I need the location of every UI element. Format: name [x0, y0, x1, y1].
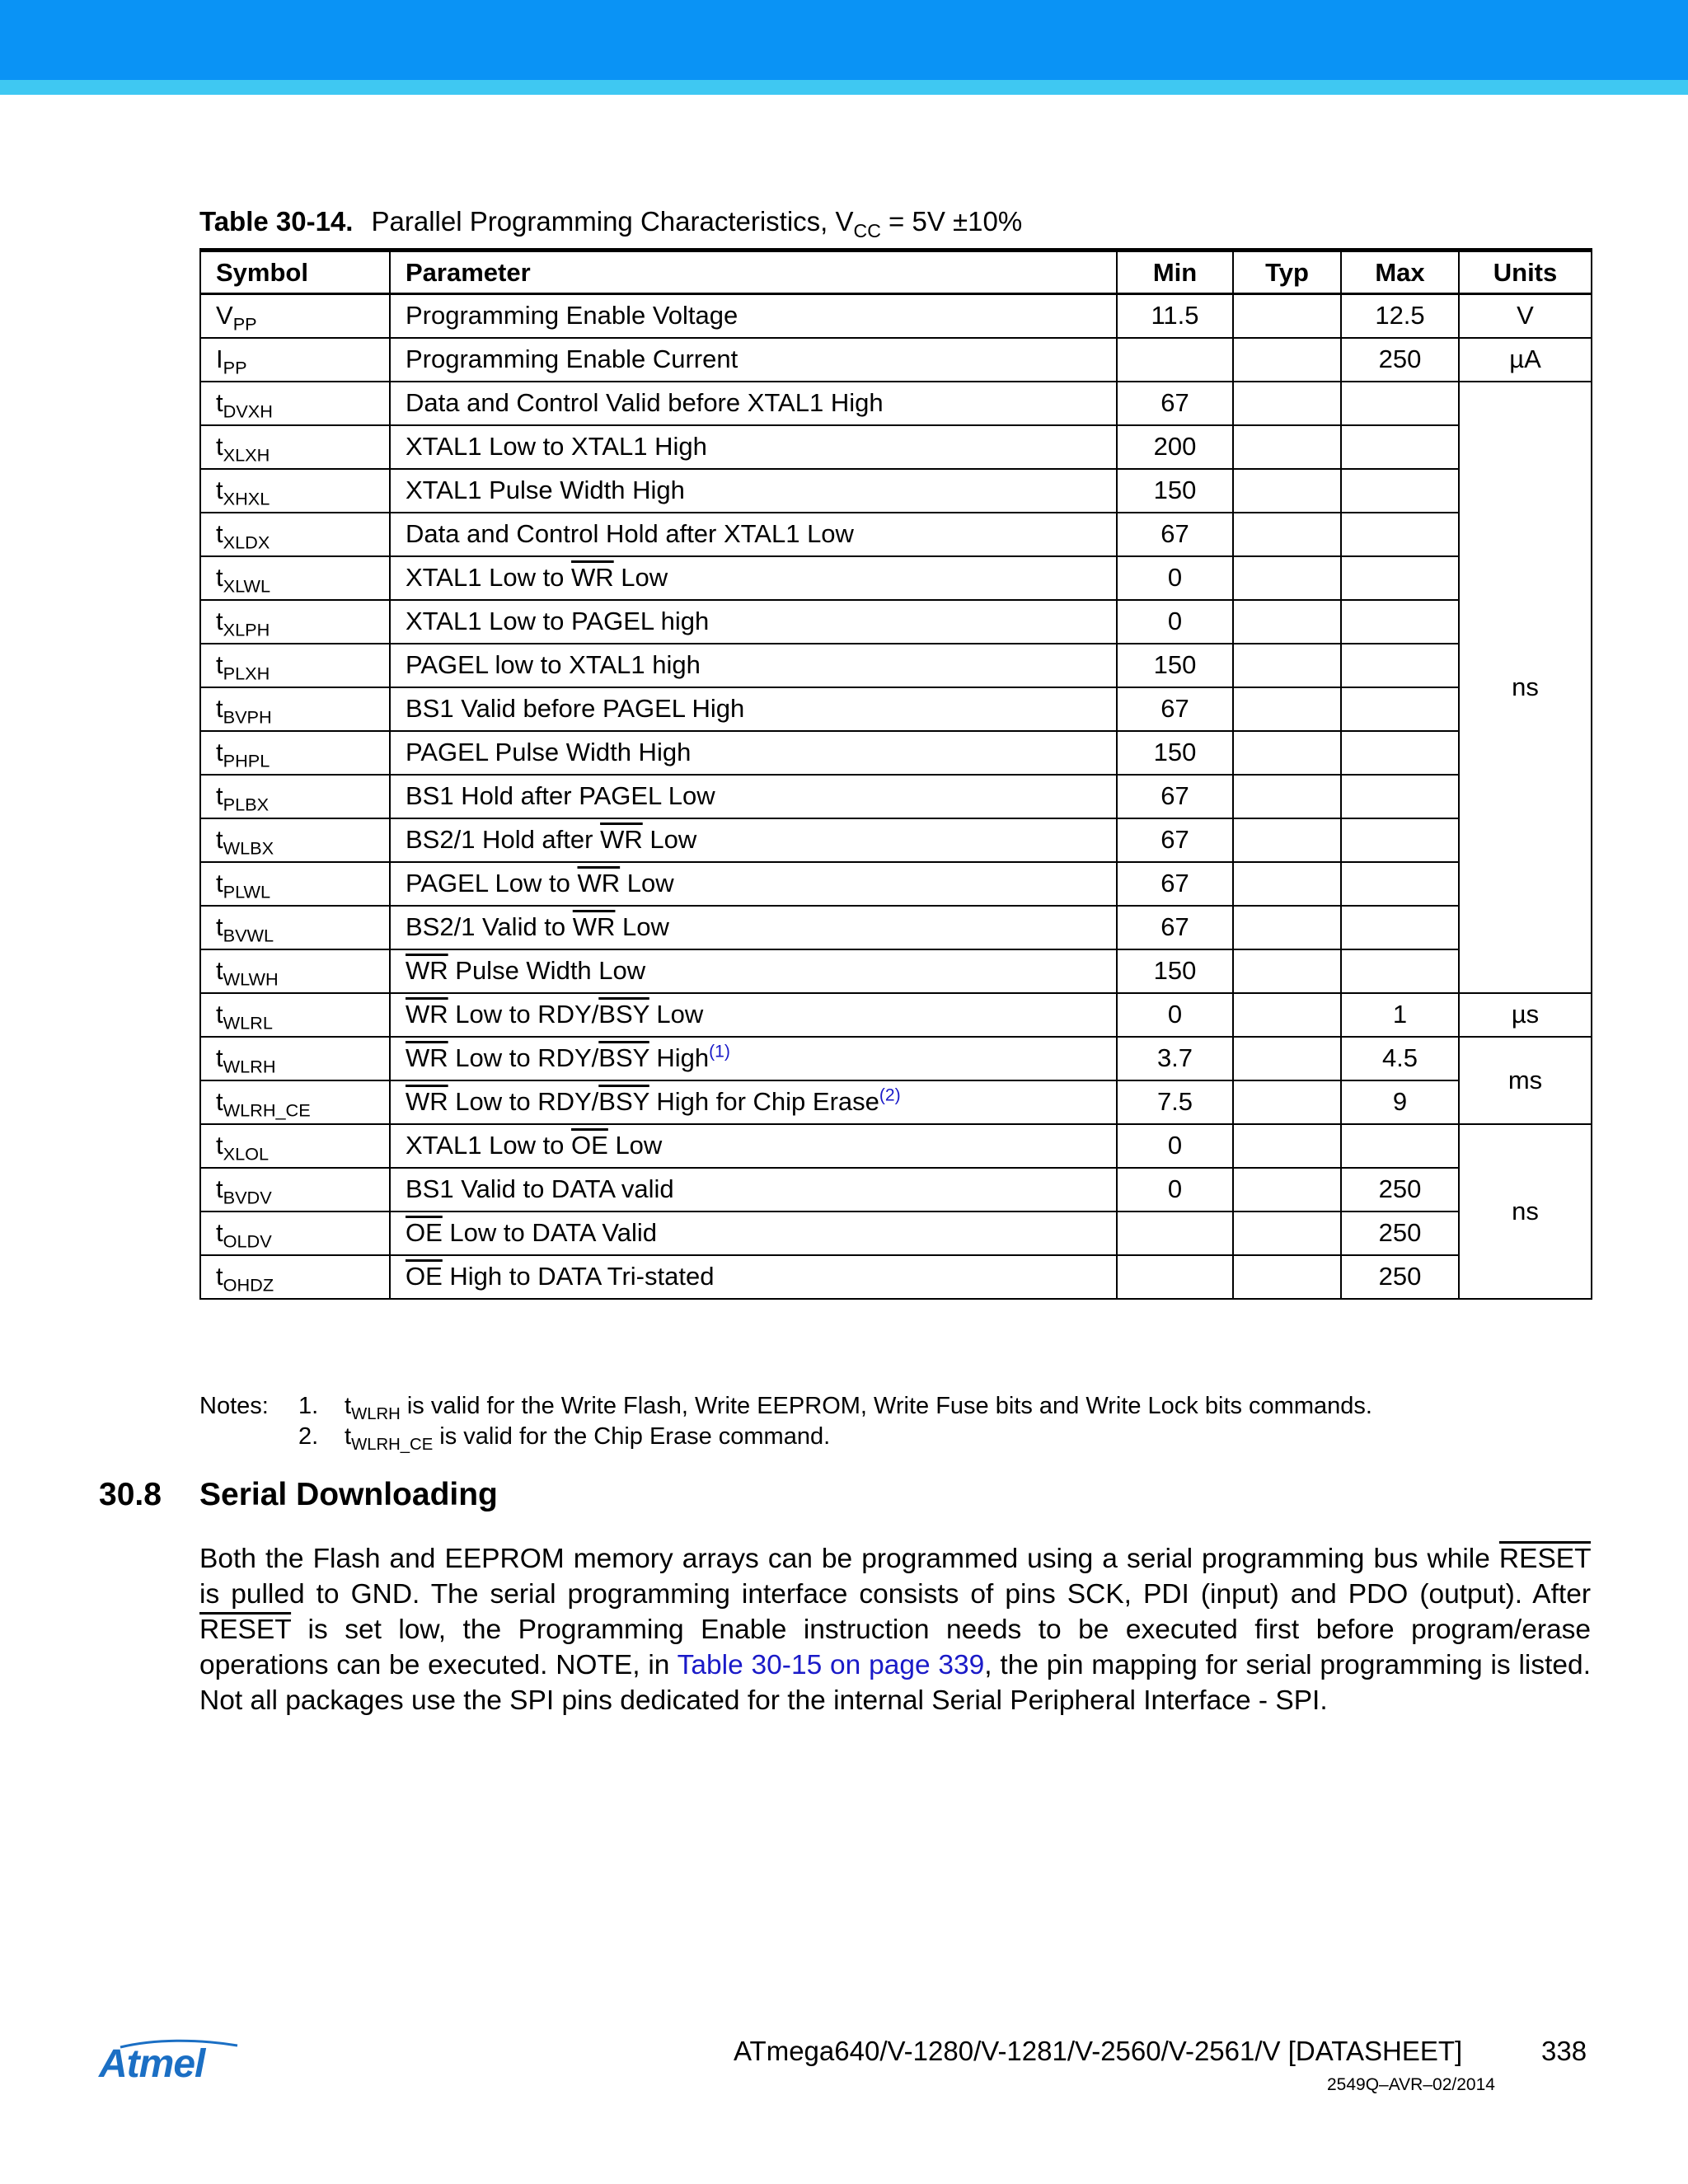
atmel-logo-text: Atmel — [99, 2042, 205, 2086]
cell-units: ns — [1459, 1124, 1592, 1299]
cell-min: 67 — [1117, 818, 1233, 862]
cell-typ — [1233, 425, 1341, 469]
symbol-base: t — [216, 388, 223, 417]
note-1 — [298, 1391, 1372, 1422]
note-2-symbol: t — [345, 1423, 352, 1450]
table-caption-sub: CC — [853, 220, 881, 242]
table-row — [200, 862, 1592, 906]
cell-typ — [1233, 644, 1341, 687]
table-row — [200, 338, 1592, 382]
parameter-text: XTAL1 Low to XTAL1 High — [406, 432, 707, 461]
symbol-base: t — [216, 1262, 223, 1291]
cell-typ — [1233, 687, 1341, 731]
symbol-subscript: XLDX — [223, 532, 270, 553]
cell-units: ns — [1459, 382, 1592, 993]
cell-max — [1341, 513, 1459, 556]
symbol-subscript: WLBX — [223, 837, 274, 859]
cell-parameter — [390, 644, 1117, 687]
overlined-signal: $\overline{WR}$ — [406, 1000, 448, 1029]
cell-typ — [1233, 949, 1341, 993]
cell-parameter — [390, 775, 1117, 818]
symbol-base: t — [216, 650, 223, 679]
header-bar — [0, 0, 1688, 80]
cell-max — [1341, 687, 1459, 731]
symbol-subscript: WLRL — [223, 1012, 273, 1033]
cell-min: 150 — [1117, 731, 1233, 775]
symbol-base: t — [216, 738, 223, 766]
symbol-subscript: WLRH_CE — [223, 1099, 311, 1121]
cell-units: ms — [1459, 1037, 1592, 1124]
symbol-base: t — [216, 1087, 223, 1116]
cell-max: 250 — [1341, 338, 1459, 382]
parameter-text-tail: Low — [620, 869, 674, 898]
section-heading — [99, 1477, 498, 1513]
parameter-text: BS2/1 Hold after — [406, 825, 601, 854]
overlined-signal: $\overline{BSY}$ — [598, 1043, 649, 1072]
parameter-text: High to DATA Tri-stated — [442, 1262, 715, 1291]
overlined-signal: $\overline{WR}$ — [572, 912, 616, 941]
cell-max — [1341, 425, 1459, 469]
cell-typ — [1233, 1037, 1341, 1080]
parameter-text-tail: Low — [642, 825, 697, 854]
table-row — [200, 644, 1592, 687]
symbol-base: t — [216, 563, 223, 592]
symbol-base: t — [216, 432, 223, 461]
parameter-text: Data and Control Valid before XTAL1 High — [406, 388, 884, 417]
cell-max: 9 — [1341, 1080, 1459, 1124]
cell-symbol — [200, 382, 390, 425]
atmel-logo — [97, 2039, 246, 2090]
cell-typ — [1233, 294, 1341, 338]
cell-symbol — [200, 1080, 390, 1124]
cell-max: 1 — [1341, 993, 1459, 1037]
symbol-base: t — [216, 476, 223, 504]
cell-min: 67 — [1117, 382, 1233, 425]
symbol-subscript: BVDV — [223, 1187, 272, 1208]
symbol-subscript: PLXH — [223, 663, 270, 684]
col-header-units: Units — [1459, 251, 1592, 294]
cell-max: 250 — [1341, 1168, 1459, 1212]
cell-max: 4.5 — [1341, 1037, 1459, 1080]
cell-parameter — [390, 731, 1117, 775]
overlined-signal: $\overline{OE}$ — [406, 1262, 443, 1291]
symbol-subscript: PHPL — [223, 750, 270, 771]
cell-symbol — [200, 644, 390, 687]
cell-max — [1341, 600, 1459, 644]
cell-min — [1117, 1255, 1233, 1299]
overlined-signal: $\overline{WR}$ — [600, 825, 643, 854]
cell-typ — [1233, 1255, 1341, 1299]
cell-symbol — [200, 1124, 390, 1168]
cell-parameter — [390, 906, 1117, 949]
parameter-text: PAGEL low to XTAL1 high — [406, 650, 701, 679]
cell-parameter — [390, 338, 1117, 382]
cell-typ — [1233, 338, 1341, 382]
symbol-subscript: XHXL — [223, 488, 270, 509]
symbol-subscript: PLWL — [223, 881, 271, 902]
table-row — [200, 1124, 1592, 1168]
cell-symbol — [200, 818, 390, 862]
symbol-base: t — [216, 1043, 223, 1072]
section-number: 30.8 — [99, 1477, 162, 1512]
cell-typ — [1233, 513, 1341, 556]
cell-parameter — [390, 1037, 1117, 1080]
cell-typ — [1233, 862, 1341, 906]
cell-typ — [1233, 1080, 1341, 1124]
cell-min — [1117, 1212, 1233, 1255]
cell-max — [1341, 382, 1459, 425]
cell-parameter — [390, 294, 1117, 338]
table-caption — [199, 206, 1023, 242]
parameter-text: BS1 Valid before PAGEL High — [406, 694, 745, 723]
cell-max — [1341, 775, 1459, 818]
table-row — [200, 382, 1592, 425]
cell-parameter — [390, 469, 1117, 513]
cell-min: 0 — [1117, 556, 1233, 600]
cell-symbol — [200, 1212, 390, 1255]
parameter-text: XTAL1 Low to — [406, 1131, 572, 1160]
cell-min — [1117, 338, 1233, 382]
table-row — [200, 731, 1592, 775]
cell-typ — [1233, 469, 1341, 513]
col-header-symbol: Symbol — [200, 251, 390, 294]
symbol-base: t — [216, 869, 223, 898]
cell-parameter — [390, 382, 1117, 425]
col-header-parameter: Parameter — [390, 251, 1117, 294]
cell-symbol — [200, 1168, 390, 1212]
symbol-subscript: WLRH — [223, 1056, 276, 1077]
symbol-base: I — [216, 344, 223, 373]
parameter-text: BS2/1 Valid to — [406, 912, 573, 941]
table-row — [200, 1255, 1592, 1299]
table-row — [200, 818, 1592, 862]
note-1-symbol: t — [345, 1393, 352, 1419]
cell-typ — [1233, 818, 1341, 862]
symbol-base: t — [216, 781, 223, 810]
col-header-max: Max — [1341, 251, 1459, 294]
table-row — [200, 600, 1592, 644]
cell-min: 7.5 — [1117, 1080, 1233, 1124]
symbol-subscript: XLXH — [223, 444, 270, 466]
cell-min: 200 — [1117, 425, 1233, 469]
para-text-3: is set low, the Programming Enable instruction needs to be executed first before program/erase operations can be executed. NOTE, in — [199, 1615, 1591, 1680]
note-2-symbol-sub: WLRH_CE — [351, 1436, 434, 1455]
cell-parameter — [390, 862, 1117, 906]
reset-signal-2: RESET — [199, 1615, 292, 1645]
parameter-text-tail: Low — [615, 912, 669, 941]
symbol-subscript: PP — [232, 313, 257, 335]
symbol-base: t — [216, 607, 223, 635]
cell-symbol — [200, 425, 390, 469]
cell-typ — [1233, 1212, 1341, 1255]
parameter-text-tail: High for Chip Erase — [649, 1087, 879, 1116]
cell-units: µA — [1459, 338, 1592, 382]
cell-symbol — [200, 775, 390, 818]
cell-parameter — [390, 1168, 1117, 1212]
cell-symbol — [200, 1037, 390, 1080]
cell-min: 150 — [1117, 469, 1233, 513]
cell-max: 12.5 — [1341, 294, 1459, 338]
overlined-signal: $\overline{BSY}$ — [598, 1087, 649, 1116]
overlined-signal: $\overline{WR}$ — [406, 1087, 448, 1116]
parallel-programming-table — [199, 248, 1592, 1300]
parameter-text: BS1 Valid to DATA valid — [406, 1174, 674, 1203]
cell-symbol — [200, 687, 390, 731]
overlined-signal: $\overline{WR}$ — [577, 869, 621, 898]
cell-parameter — [390, 818, 1117, 862]
symbol-base: t — [216, 912, 223, 941]
cell-max — [1341, 906, 1459, 949]
cell-parameter — [390, 687, 1117, 731]
cell-min: 0 — [1117, 600, 1233, 644]
reset-signal-1: RESET — [1498, 1544, 1591, 1574]
section-paragraph — [199, 1541, 1591, 1718]
table-row — [200, 1212, 1592, 1255]
symbol-subscript: XLPH — [223, 619, 270, 640]
section-title: Serial Downloading — [199, 1477, 498, 1512]
footnote-ref: (1) — [709, 1042, 730, 1062]
overlined-signal: $\overline{WR}$ — [406, 1043, 448, 1072]
cell-typ — [1233, 775, 1341, 818]
cell-symbol — [200, 513, 390, 556]
cell-typ — [1233, 906, 1341, 949]
cell-symbol — [200, 993, 390, 1037]
table-row — [200, 556, 1592, 600]
parameter-text: Low to DATA Valid — [442, 1218, 657, 1247]
table-header-row — [200, 251, 1592, 294]
cell-symbol — [200, 294, 390, 338]
footer-title: ATmega640/V-1280/V-1281/V-2560/V-2561/V [DATASHEET] — [734, 2036, 1463, 2066]
cell-max — [1341, 1124, 1459, 1168]
cell-min: 67 — [1117, 862, 1233, 906]
cell-parameter — [390, 556, 1117, 600]
parameter-text-tail: High — [649, 1043, 710, 1072]
symbol-subscript: OHDZ — [223, 1274, 274, 1296]
cell-max — [1341, 469, 1459, 513]
cell-symbol — [200, 338, 390, 382]
overlined-signal: $\overline{OE}$ — [571, 1131, 608, 1160]
overlined-signal: $\overline{OE}$ — [406, 1218, 443, 1247]
cell-max — [1341, 949, 1459, 993]
table-row — [200, 294, 1592, 338]
parameter-text: Programming Enable Current — [406, 344, 738, 373]
symbol-base: t — [216, 1131, 223, 1160]
cell-parameter — [390, 513, 1117, 556]
parameter-text: BS1 Hold after PAGEL Low — [406, 781, 715, 810]
symbol-subscript: WLWH — [223, 968, 279, 990]
symbol-base: t — [216, 1218, 223, 1247]
symbol-subscript: XLWL — [223, 575, 271, 597]
table-row — [200, 949, 1592, 993]
cell-parameter — [390, 425, 1117, 469]
table-caption-text: Parallel Programming Characteristics, V — [371, 206, 854, 237]
cell-symbol — [200, 906, 390, 949]
table-row — [200, 1080, 1592, 1124]
cell-min: 11.5 — [1117, 294, 1233, 338]
parameter-text: PAGEL Low to — [406, 869, 578, 898]
cell-max: 250 — [1341, 1255, 1459, 1299]
symbol-base: t — [216, 1174, 223, 1203]
symbol-subscript: PP — [223, 357, 247, 378]
parameter-text: PAGEL Pulse Width High — [406, 738, 692, 766]
note-2-number: 2. — [298, 1423, 319, 1450]
cell-parameter — [390, 1255, 1117, 1299]
parameter-text: Low to RDY/ — [448, 1000, 599, 1029]
table-row — [200, 993, 1592, 1037]
cell-typ — [1233, 600, 1341, 644]
symbol-base: t — [216, 956, 223, 985]
footnote-ref: (2) — [879, 1085, 901, 1105]
cell-symbol — [200, 469, 390, 513]
table-row — [200, 906, 1592, 949]
para-text-4: , the pin mapping for serial programming is listed. Not all packages use the SPI pins dedicated for the internal Serial Peripheral Interface - SPI. — [199, 1650, 1591, 1716]
cell-parameter — [390, 1212, 1117, 1255]
parameter-text: XTAL1 Pulse Width High — [406, 476, 685, 504]
symbol-base: V — [216, 301, 233, 330]
cell-min: 150 — [1117, 949, 1233, 993]
note-2 — [298, 1422, 831, 1455]
cell-symbol — [200, 600, 390, 644]
cell-symbol — [200, 731, 390, 775]
parameter-text: XTAL1 Low to PAGEL high — [406, 607, 710, 635]
document-code: 2549Q–AVR–02/2014 — [1327, 2075, 1495, 2094]
cell-max — [1341, 644, 1459, 687]
cell-min: 67 — [1117, 513, 1233, 556]
symbol-base: t — [216, 519, 223, 548]
overlined-signal: $\overline{BSY}$ — [598, 1000, 649, 1029]
cell-symbol — [200, 949, 390, 993]
parameter-text: XTAL1 Low to — [406, 563, 572, 592]
parameter-text: Programming Enable Voltage — [406, 301, 738, 330]
symbol-subscript: BVPH — [223, 706, 272, 728]
overlined-signal: $\overline{WR}$ — [571, 563, 614, 592]
parameter-text: Pulse Width Low — [448, 956, 646, 985]
cell-parameter — [390, 993, 1117, 1037]
table-30-15-link[interactable]: Table 30-15 on page 339 — [677, 1650, 985, 1680]
cell-symbol — [200, 556, 390, 600]
cell-min: 0 — [1117, 1168, 1233, 1212]
table-row — [200, 775, 1592, 818]
table-row — [200, 469, 1592, 513]
symbol-subscript: OLDV — [223, 1230, 272, 1252]
cell-parameter — [390, 1080, 1117, 1124]
table-body — [200, 294, 1592, 1299]
cell-max — [1341, 818, 1459, 862]
notes-label: Notes: — [199, 1393, 269, 1419]
cell-min: 67 — [1117, 775, 1233, 818]
table-row — [200, 425, 1592, 469]
table-row — [200, 1037, 1592, 1080]
cell-min: 67 — [1117, 906, 1233, 949]
cell-typ — [1233, 382, 1341, 425]
cell-units: µs — [1459, 993, 1592, 1037]
col-header-min: Min — [1117, 251, 1233, 294]
symbol-base: t — [216, 694, 223, 723]
cell-max — [1341, 862, 1459, 906]
cell-parameter — [390, 600, 1117, 644]
table-row — [200, 513, 1592, 556]
table-row — [200, 687, 1592, 731]
note-2-text: is valid for the Chip Erase command. — [433, 1423, 831, 1450]
para-text-1: Both the Flash and EEPROM memory arrays can be programmed using a serial programming bus while — [199, 1544, 1499, 1574]
cell-max — [1341, 731, 1459, 775]
symbol-subscript: PLBX — [223, 794, 270, 815]
symbol-subscript: BVWL — [223, 925, 274, 946]
symbol-subscript: XLOL — [223, 1143, 270, 1165]
cell-symbol — [200, 1255, 390, 1299]
cell-min: 67 — [1117, 687, 1233, 731]
parameter-text-tail: Low — [607, 1131, 663, 1160]
header-stripe — [0, 80, 1688, 95]
symbol-base: t — [216, 1000, 223, 1029]
cell-min: 0 — [1117, 993, 1233, 1037]
page-number: 338 — [1541, 2036, 1587, 2066]
parameter-text-tail: Low — [649, 1000, 704, 1029]
cell-typ — [1233, 1168, 1341, 1212]
parameter-text: Low to RDY/ — [448, 1043, 599, 1072]
cell-parameter — [390, 949, 1117, 993]
cell-max — [1341, 556, 1459, 600]
para-text-2: is pulled to GND. The serial programming interface consists of pins SCK, PDI (input) and PDO (output). After — [199, 1579, 1591, 1610]
table-caption-tail: = 5V ±10% — [880, 206, 1023, 237]
cell-min: 0 — [1117, 1124, 1233, 1168]
symbol-subscript: DVXH — [223, 401, 273, 422]
parameter-text: Data and Control Hold after XTAL1 Low — [406, 519, 854, 548]
cell-max: 250 — [1341, 1212, 1459, 1255]
cell-typ — [1233, 556, 1341, 600]
cell-typ — [1233, 731, 1341, 775]
cell-parameter — [390, 1124, 1117, 1168]
cell-min: 3.7 — [1117, 1037, 1233, 1080]
parameter-text: Low to RDY/ — [448, 1087, 599, 1116]
cell-symbol — [200, 862, 390, 906]
note-1-text: is valid for the Write Flash, Write EEPROM, Write Fuse bits and Write Lock bits commands. — [400, 1393, 1372, 1419]
cell-typ — [1233, 1124, 1341, 1168]
parameter-text-tail: Low — [613, 563, 668, 592]
table-caption-label: Table 30-14. — [199, 206, 354, 237]
cell-typ — [1233, 993, 1341, 1037]
note-1-number: 1. — [298, 1393, 319, 1419]
symbol-base: t — [216, 825, 223, 854]
cell-min: 150 — [1117, 644, 1233, 687]
note-1-symbol-sub: WLRH — [351, 1405, 401, 1424]
table-row — [200, 1168, 1592, 1212]
cell-units: V — [1459, 294, 1592, 338]
overlined-signal: $\overline{WR}$ — [406, 956, 448, 985]
col-header-typ: Typ — [1233, 251, 1341, 294]
